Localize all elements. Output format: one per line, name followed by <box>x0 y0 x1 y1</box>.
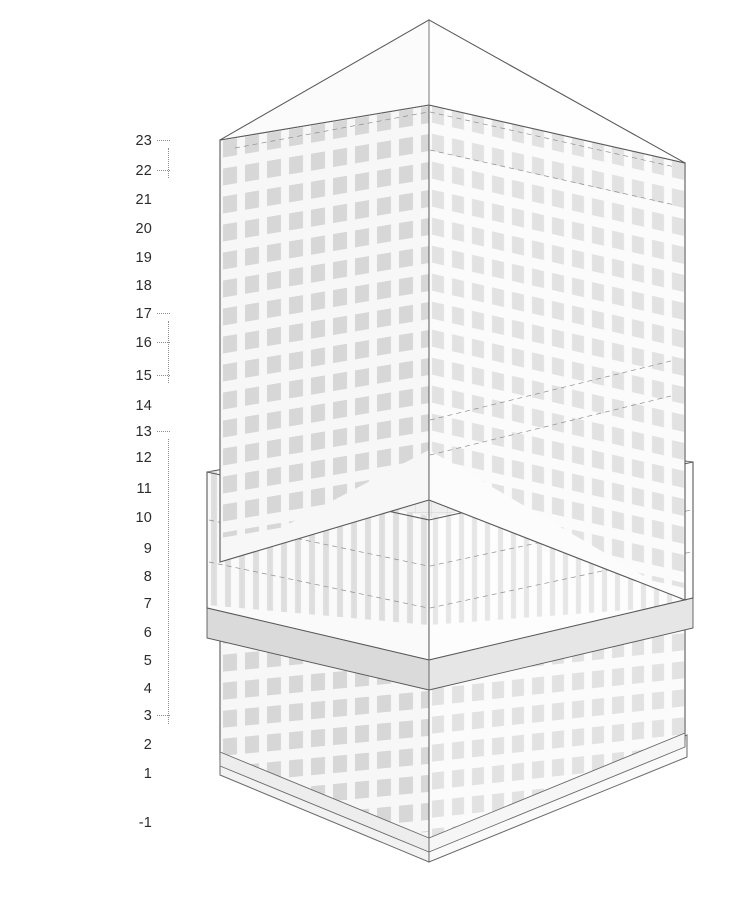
floor-number: 8 <box>143 569 152 585</box>
floor-number: 19 <box>135 250 152 266</box>
floor-number: 22 <box>135 163 152 179</box>
floor-leader-line <box>157 431 170 433</box>
floor-label-6 <box>0 624 170 642</box>
floor-label-2 <box>0 736 170 754</box>
floor-number: 18 <box>135 278 152 294</box>
floor-number: 1 <box>143 766 152 782</box>
floor-label-22 <box>0 162 170 180</box>
floor-label-7 <box>0 595 170 613</box>
floor-label-12 <box>0 449 170 467</box>
floor-label-4 <box>0 680 170 698</box>
floor-label-11 <box>0 480 170 498</box>
floor-number: 16 <box>135 335 152 351</box>
floor-label-10 <box>0 509 170 527</box>
floor-label-16 <box>0 334 170 352</box>
floor-number: 21 <box>135 192 152 208</box>
floor-label-1 <box>0 765 170 783</box>
building-illustration <box>175 0 750 900</box>
floor-label-20 <box>0 220 170 238</box>
floor-leader-line <box>157 313 170 315</box>
floor-number: 7 <box>143 596 152 612</box>
floor-number: 14 <box>135 398 152 414</box>
floor-label-5 <box>0 652 170 670</box>
floor-number: 5 <box>143 653 152 669</box>
floor-number: 2 <box>143 737 152 753</box>
floor-bracket-3 <box>168 439 170 724</box>
floor-label-9 <box>0 540 170 558</box>
floor-bracket-1 <box>168 148 170 178</box>
floor-number: 3 <box>143 708 152 724</box>
floor-label-17 <box>0 305 170 323</box>
floor-label-15 <box>0 367 170 385</box>
floor-leader-line <box>157 140 170 142</box>
floor-label-21 <box>0 191 170 209</box>
floor-number: 9 <box>143 541 152 557</box>
floor-label-14 <box>0 397 170 415</box>
floor-number: -1 <box>138 815 152 831</box>
floor-number: 15 <box>135 368 152 384</box>
floor-label-23 <box>0 132 170 150</box>
floor-label-8 <box>0 568 170 586</box>
floor-number: 10 <box>135 510 152 526</box>
floor-bracket-2 <box>168 321 170 383</box>
floor-number: 17 <box>135 306 152 322</box>
floor-label--1 <box>0 814 170 832</box>
floor-number: 20 <box>135 221 152 237</box>
floor-label-column <box>0 0 170 900</box>
floor-number: 11 <box>136 481 152 497</box>
building-svg <box>175 0 750 900</box>
floor-label-18 <box>0 277 170 295</box>
floor-label-19 <box>0 249 170 267</box>
floor-number: 23 <box>135 133 152 149</box>
floor-number: 6 <box>143 625 152 641</box>
floor-label-13 <box>0 423 170 441</box>
floor-label-3 <box>0 707 170 725</box>
floor-number: 12 <box>135 450 152 466</box>
floor-number: 4 <box>143 681 152 697</box>
floor-number: 13 <box>135 424 152 440</box>
